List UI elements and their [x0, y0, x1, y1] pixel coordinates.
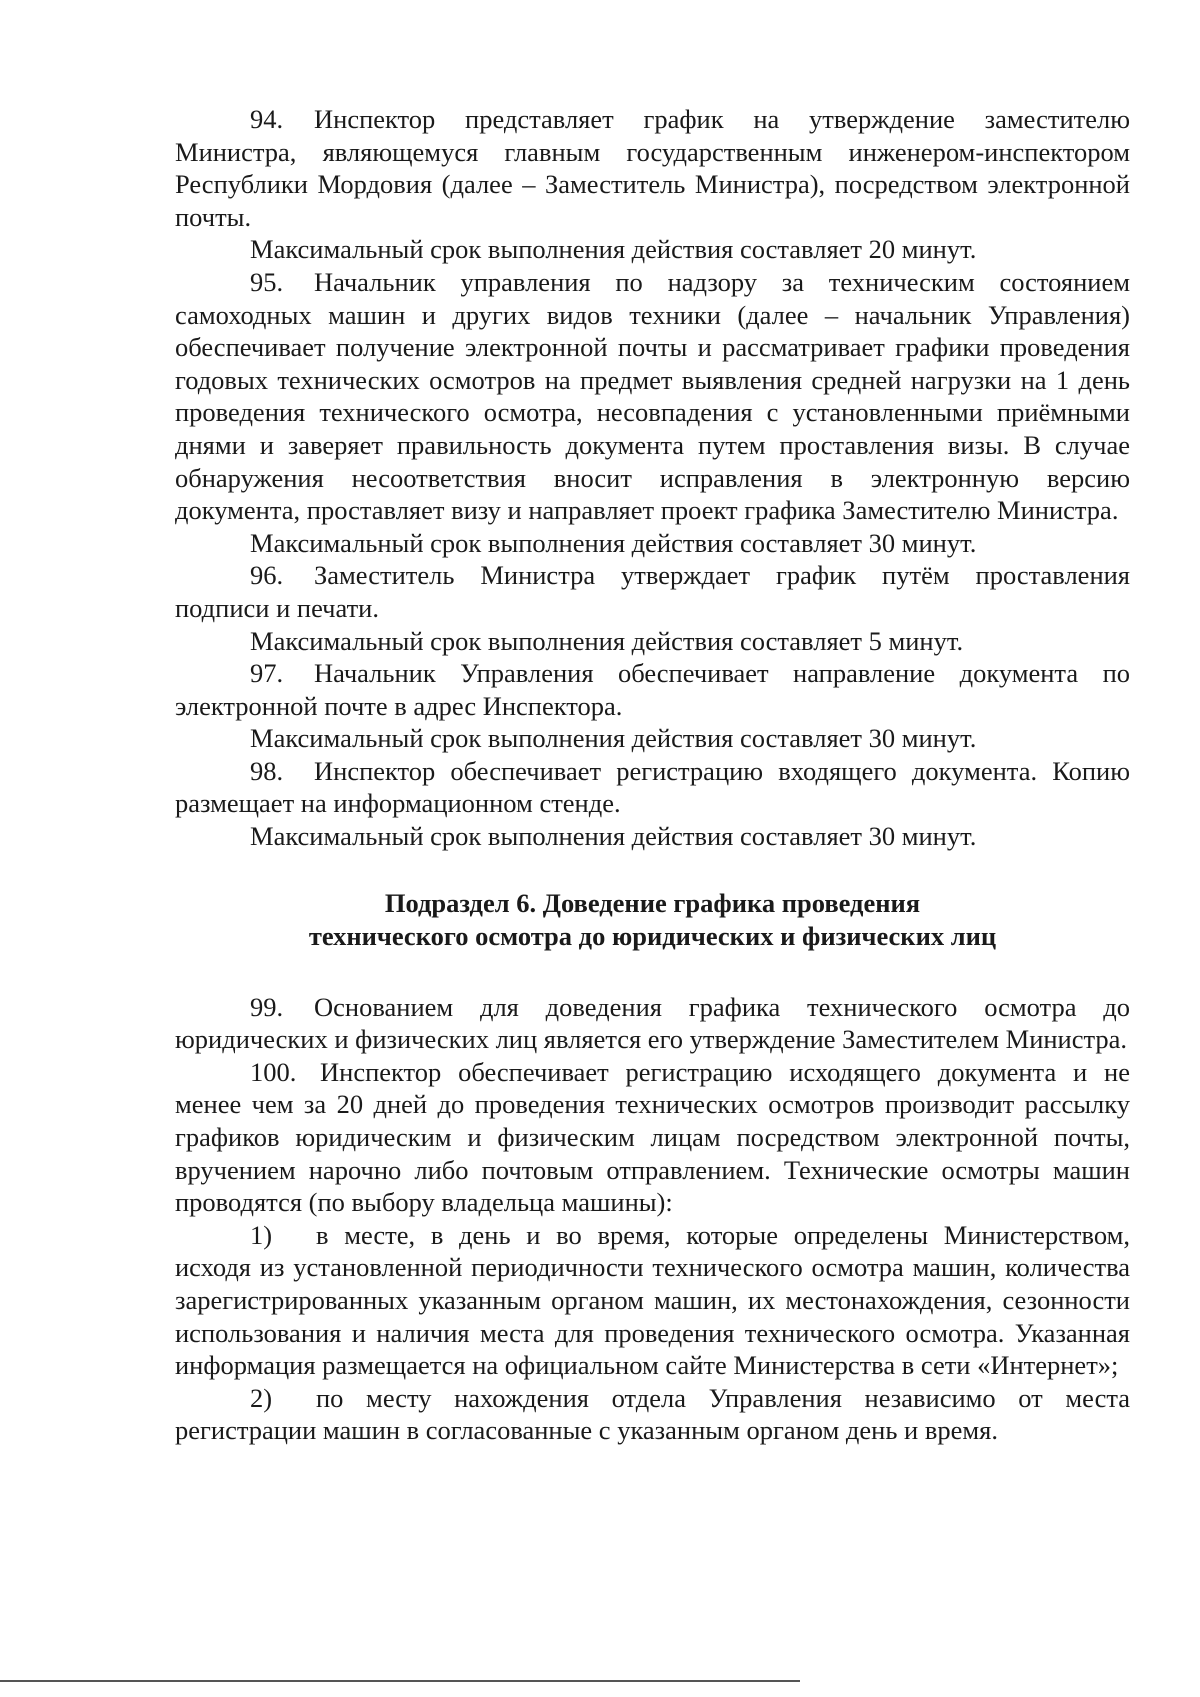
- paragraph-text: Инспектор обеспечивает регистрацию исходящего документа и не менее чем за 20 дней до проведения технических осмотров производит рассылку графиков юридическим и физическим лицам посредством электронной почты, вручением нарочно либо почтовым отправлением. Технические осмотры машин проводятся (по выбору владельца машины):: [175, 1056, 1130, 1218]
- list-item-2: [175, 1382, 1130, 1447]
- deadline-97: Максимальный срок выполнения действия составляет 30 минут.: [250, 723, 977, 754]
- section-heading: [175, 887, 1130, 953]
- paragraph-number: 95.: [250, 266, 284, 297]
- paragraph-text: Основанием для доведения графика технического осмотра до юридических и физических лиц является его утверждение Заместителем Министра.: [175, 991, 1130, 1055]
- paragraph-text: Инспектор обеспечивает регистрацию входящего документа. Копию размещает на информационном стенде.: [175, 755, 1130, 819]
- deadline-95: Максимальный срок выполнения действия составляет 30 минут.: [250, 527, 977, 558]
- list-item-text: по месту нахождения отдела Управления независимо от места регистрации машин в согласованные с указанным органом день и время.: [175, 1382, 1130, 1446]
- paragraph-94: [175, 103, 1130, 233]
- paragraph-99: [175, 991, 1130, 1056]
- deadline-94: Максимальный срок выполнения действия составляет 20 минут.: [250, 234, 977, 265]
- section-heading-line-2: технического осмотра до юридических и физических лиц: [308, 920, 997, 951]
- paragraph-text: Начальник Управления обеспечивает направление документа по электронной почте в адрес Инспектора.: [175, 658, 1130, 721]
- paragraph-number: 96.: [250, 560, 284, 591]
- list-item-1: [175, 1219, 1130, 1382]
- paragraph-98: [175, 755, 1130, 820]
- paragraph-95: [175, 266, 1130, 527]
- paragraph-text: Начальник управления по надзору за техническим состоянием самоходных машин и других видов техники (далее – начальник Управления) обеспечивает получение электронной почты и рассматривает графики проведения годовых технических осмотров на предмет выявления средней нагрузки на 1 день проведения технического осмотра, несовпадения с установленными приёмными днями и заверяет правильность документа путем проставления визы. В случае обнаружения несоответствия вносит исправления в электронную версию документа, проставляет визу и направляет проект графика Заместителю Министра.: [175, 266, 1130, 526]
- paragraph-number: 98.: [250, 755, 284, 786]
- list-item-number: 2): [250, 1382, 273, 1413]
- paragraph-96: [175, 559, 1130, 624]
- list-item-text: в месте, в день и во время, которые определены Министерством, исходя из установленной периодичности технического осмотра машин, количества зарегистрированных указанным органом машин, их местонахождения, сезонности использования и наличия места для проведения технического осмотра. Указанная информация размещается на официальном сайте Министерства в сети «Интернет»;: [175, 1219, 1130, 1381]
- paragraph-number: 99.: [250, 991, 284, 1022]
- deadline-96: Максимальный срок выполнения действия составляет 5 минут.: [250, 625, 964, 656]
- paragraph-text: Заместитель Министра утверждает график путём проставления подписи и печати.: [175, 560, 1130, 623]
- paragraph-number: 100.: [250, 1056, 297, 1087]
- paragraph-number: 97.: [250, 658, 284, 689]
- document-page: [175, 103, 1130, 1447]
- paragraph-text: Инспектор представляет график на утверждение заместителю Министра, являющемуся главным государственным инженером-инспектором Республики Мордовия (далее – Заместитель Министра), посредством электронной почты.: [175, 104, 1130, 232]
- deadline-98: Максимальный срок выполнения действия составляет 30 минут.: [250, 821, 977, 852]
- list-item-number: 1): [250, 1219, 273, 1250]
- paragraph-97: [175, 657, 1130, 722]
- paragraph-number: 94.: [250, 104, 284, 134]
- paragraph-100: [175, 1056, 1130, 1219]
- section-heading-line-1: Подраздел 6. Доведение графика проведения: [384, 887, 921, 918]
- page-bottom-rule: [0, 1680, 800, 1682]
